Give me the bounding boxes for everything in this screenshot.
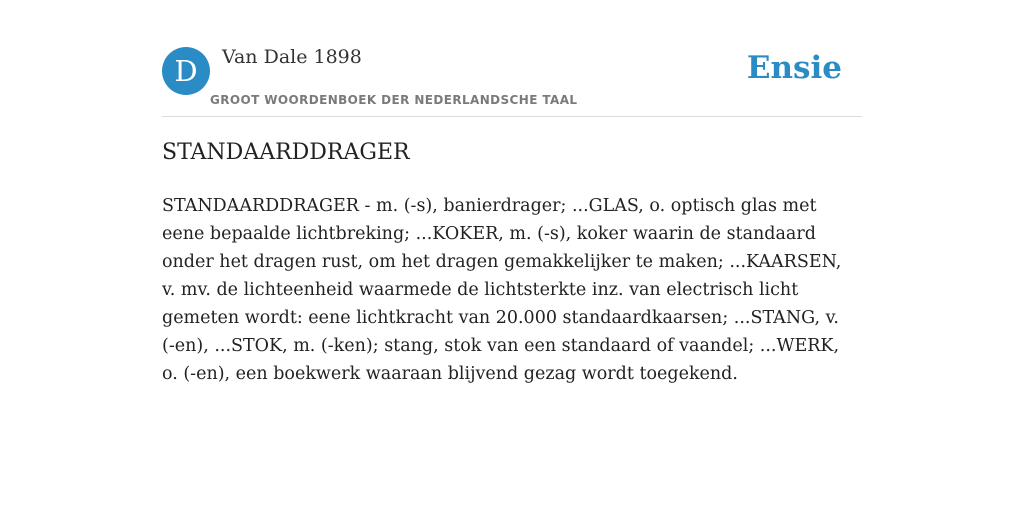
entry-definition: STANDAARDDRAGER - m. (-s), banierdrager; ...GLAS, o. optisch glas met eene bepaalde lichtbreking; ...KOKER, m. (-s), koker waarin de standaard onder het dragen rust, om het dragen gemakkelijker te maken; ...KAARSEN, v. mv. de lichteenheid waarmede de lichtsterkte inz. van electrisch licht gemeten wordt: eene lichtkracht van 20.000 standaardkaarsen; ...STANG, v. (-en), ...STOK, m. (-ken); stang, stok van een standaard of vaandel; ...WERK, o. (-en), een boekwerk waaraan blijvend gezag wordt toegekend. — [162, 196, 842, 384]
entry-title: STANDAARDDRAGER — [162, 140, 410, 165]
ensie-brand-link[interactable]: Ensie — [746, 50, 842, 86]
dictionary-subtitle: GROOT WOORDENBOEK DER NEDERLANDSCHE TAAL — [210, 93, 578, 107]
dictionary-header — [162, 40, 862, 117]
dictionary-title: Van Dale 1898 — [222, 46, 362, 68]
dictionary-logo: D — [162, 47, 210, 95]
